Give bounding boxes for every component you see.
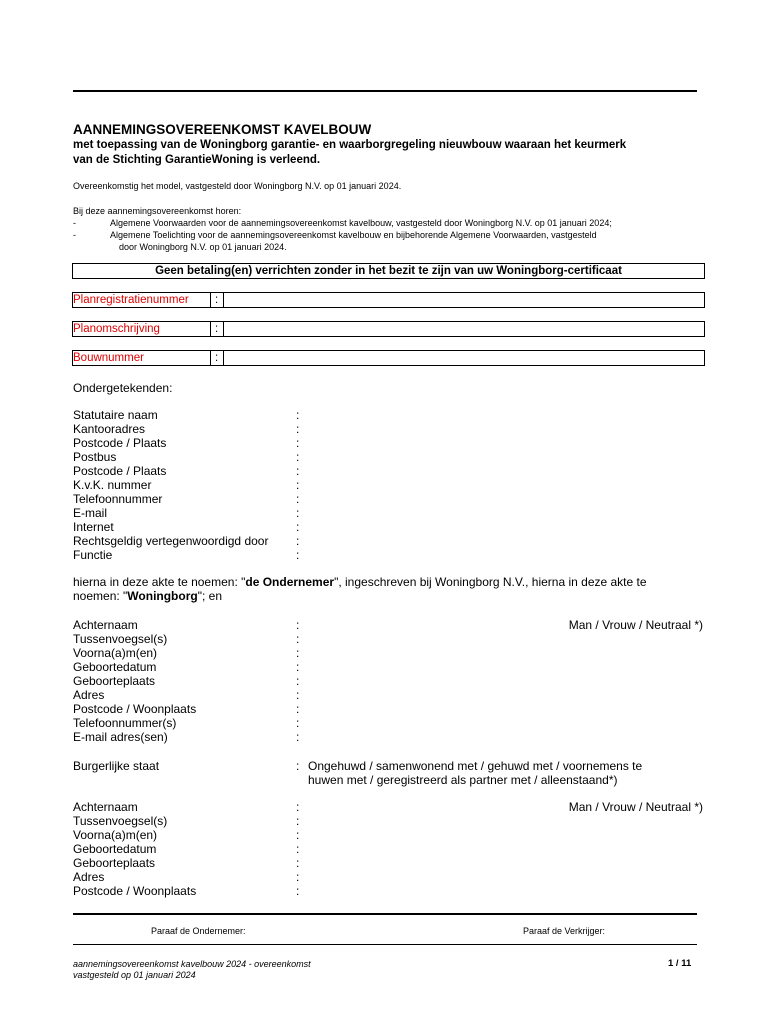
form-row: Geboortedatum : (73, 660, 300, 674)
form-row: Postbus : (73, 450, 300, 464)
form-row: Statutaire naam : (73, 408, 300, 422)
form-row: Adres : (73, 688, 300, 702)
belongs-item: - Algemene Toelichting voor de aannemingsovereenkomst kavelbouw en bijbehorende Algemene Voorwaarden, vastgesteld (73, 230, 597, 240)
belongs-item: - Algemene Voorwaarden voor de aannemingsovereenkomst kavelbouw, vastgesteld door Woningborg N.V. op 01 januari 2024; (73, 218, 612, 228)
gender-options: Man / Vrouw / Neutraal *) (568, 618, 703, 632)
form-row: Geboorteplaats : (73, 674, 300, 688)
document-subtitle: met toepassing van de Woningborg garantie- en waarborgregeling nieuwbouw waaraan het keurmerk van de Stichting GarantieWoning is verleend. (73, 139, 627, 166)
form-row: Tussenvoegsel(s) : (73, 814, 300, 828)
top-rule (73, 90, 697, 92)
form-row: Postcode / Woonplaats : (73, 884, 300, 898)
hierna-paragraph: hierna in deze akte te noemen: "de Ondernemer", ingeschreven bij Woningborg N.V., hierna in deze akte te noemen: "Woningborg"; en (73, 575, 647, 603)
paraaf-verkrijger: Paraaf de Verkrijger: (523, 926, 606, 936)
form-row: Voorna(a)m(en) : (73, 646, 300, 660)
document-title: AANNEMINGSOVEREENKOMST KAVELBOUW (73, 122, 372, 137)
building-number-field[interactable]: Bouwnummer : (72, 350, 705, 366)
field-value[interactable] (223, 293, 704, 307)
paraaf-top-rule (73, 913, 697, 915)
form-row: Telefoonnummer(s) : (73, 716, 300, 730)
belongs-item-continuation: door Woningborg N.V. op 01 januari 2024. (119, 242, 287, 252)
belongs-section (73, 205, 713, 253)
form-row: Functie : (73, 548, 300, 562)
form-row: Postcode / Plaats : (73, 436, 300, 450)
form-row: K.v.K. nummer : (73, 478, 300, 492)
form-row: Geboorteplaats : (73, 856, 300, 870)
form-row: Tussenvoegsel(s) : (73, 632, 300, 646)
field-value[interactable] (223, 351, 704, 365)
paraaf-ondernemer: Paraaf de Ondernemer: (151, 926, 246, 936)
field-label: Planomschrijving (73, 322, 211, 336)
form-row: Postcode / Plaats : (73, 464, 300, 478)
form-row: Geboortedatum : (73, 842, 300, 856)
form-row: Voorna(a)m(en) : (73, 828, 300, 842)
form-row: Telefoonnummer : (73, 492, 300, 506)
form-row: E-mail adres(sen) : (73, 730, 300, 744)
form-row: Postcode / Woonplaats : (73, 702, 300, 716)
belongs-intro: Bij deze aannemingsovereenkomst horen: (73, 206, 242, 216)
field-label: Bouwnummer (73, 351, 211, 365)
page-number: 1 / 11 (668, 958, 692, 969)
form-row: Kantooradres : (73, 422, 300, 436)
model-note: Overeenkomstig het model, vastgesteld door Woningborg N.V. op 01 januari 2024. (73, 181, 402, 191)
footer-text: aannemingsovereenkomst kavelbouw 2024 - overeenkomst vastgesteld op 01 januari 2024 (73, 959, 311, 980)
payment-warning-banner: Geen betaling(en) verrichten zonder in het bezit te zijn van uw Woningborg-certificaat (72, 263, 705, 279)
gender-options: Man / Vrouw / Neutraal *) (568, 800, 703, 814)
form-row: Internet : (73, 520, 300, 534)
form-row: E-mail : (73, 506, 300, 520)
plan-description-field[interactable]: Planomschrijving : (72, 321, 705, 337)
form-row: Achternaam : Man / Vrouw / Neutraal *) (73, 618, 703, 632)
person2-fields (73, 800, 713, 898)
ondergetekenden-heading: Ondergetekenden: (73, 381, 173, 395)
company-fields (73, 408, 713, 562)
plan-registration-field[interactable]: Planregistratienummer : (72, 292, 705, 308)
field-label: Planregistratienummer (73, 293, 211, 307)
form-row: Adres : (73, 870, 300, 884)
form-row: Achternaam : Man / Vrouw / Neutraal *) (73, 800, 703, 814)
person1-fields (73, 618, 713, 744)
form-row: Rechtsgeldig vertegenwoordigd door : (73, 534, 300, 548)
paraaf-bottom-rule (73, 944, 697, 945)
field-value[interactable] (223, 322, 704, 336)
